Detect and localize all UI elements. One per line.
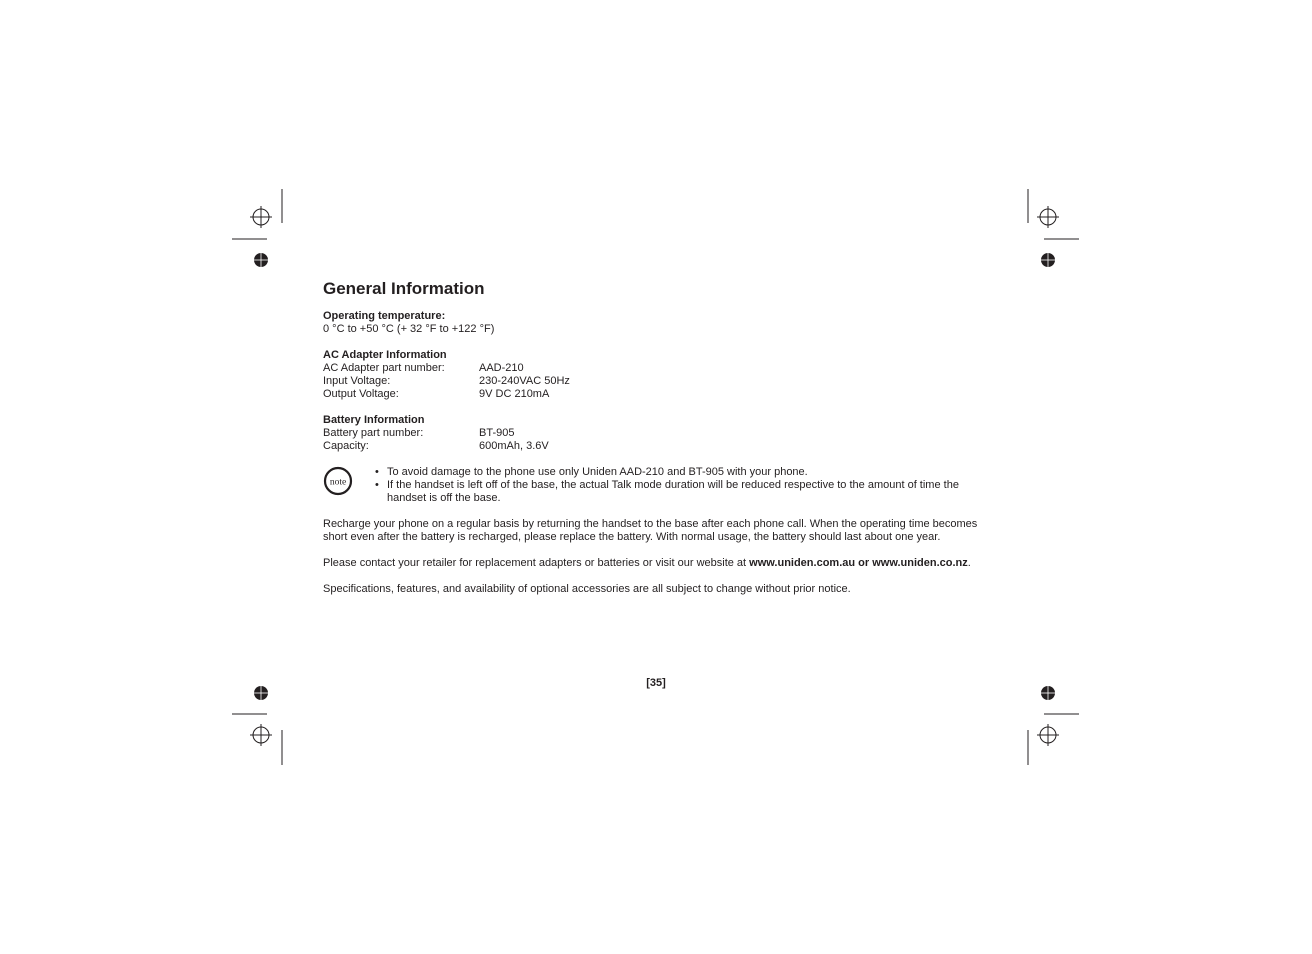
ac-adapter-heading: AC Adapter Information xyxy=(323,349,447,361)
contact-text: Please contact your retailer for replacement adapters or batteries or visit our website at xyxy=(323,557,750,569)
operating-temperature-section xyxy=(323,310,978,336)
page-title: General Information xyxy=(323,279,485,298)
spec-label: Output Voltage: xyxy=(323,388,399,400)
battery-section xyxy=(323,414,978,453)
note-box xyxy=(323,466,978,505)
spec-value: BT-905 xyxy=(479,427,515,439)
spec-row xyxy=(323,375,978,388)
page-number: [35] xyxy=(646,677,666,689)
note-item: • To avoid damage to the phone use only Uniden AAD-210 and BT-905 with your phone. xyxy=(375,466,978,479)
spec-row xyxy=(323,362,978,375)
spec-value: AAD-210 xyxy=(479,362,524,374)
spec-row xyxy=(323,440,978,453)
specs-paragraph: Specifications, features, and availability of optional accessories are all subject to change without prior notice. xyxy=(323,583,851,595)
spec-label: Input Voltage: xyxy=(323,375,391,387)
spec-value: 230-240VAC 50Hz xyxy=(479,375,570,387)
registration-mark-bottom-left xyxy=(250,724,272,746)
registration-mark-top-left xyxy=(250,206,272,228)
spec-label: AC Adapter part number: xyxy=(323,362,445,374)
spec-label: Battery part number: xyxy=(323,427,424,439)
note-icon-text: note xyxy=(329,477,347,488)
ac-adapter-section xyxy=(323,349,978,401)
spec-value: 600mAh, 3.6V xyxy=(479,440,549,452)
spec-row xyxy=(323,388,978,401)
contact-period: . xyxy=(967,557,971,569)
website-links[interactable]: www.uniden.com.au or www.uniden.co.nz xyxy=(749,557,968,569)
contact-paragraph xyxy=(323,557,978,570)
operating-temperature-heading: Operating temperature: xyxy=(323,310,446,322)
note-icon xyxy=(323,466,375,505)
registration-mark-bottom-right xyxy=(1037,724,1059,746)
spec-row xyxy=(323,427,978,440)
spec-label: Capacity: xyxy=(323,440,369,452)
spec-value: 9V DC 210mA xyxy=(479,388,550,400)
registration-mark-top-right xyxy=(1037,206,1059,228)
recharge-paragraph: Recharge your phone on a regular basis by returning the handset to the base after each phone call. When the operating time becomes short even after the battery is recharged, please replace the battery. With normal usage, the battery should last about one year. xyxy=(323,518,978,543)
battery-heading: Battery Information xyxy=(323,414,425,426)
note-list xyxy=(375,466,978,505)
operating-temperature-value: 0 °C to +50 °C (+ 32 °F to +122 °F) xyxy=(323,323,495,335)
note-item: • If the handset is left off of the base, the actual Talk mode duration will be reduced respective to the amount of time the handset is off the base. xyxy=(375,479,978,505)
page-content xyxy=(323,278,978,609)
